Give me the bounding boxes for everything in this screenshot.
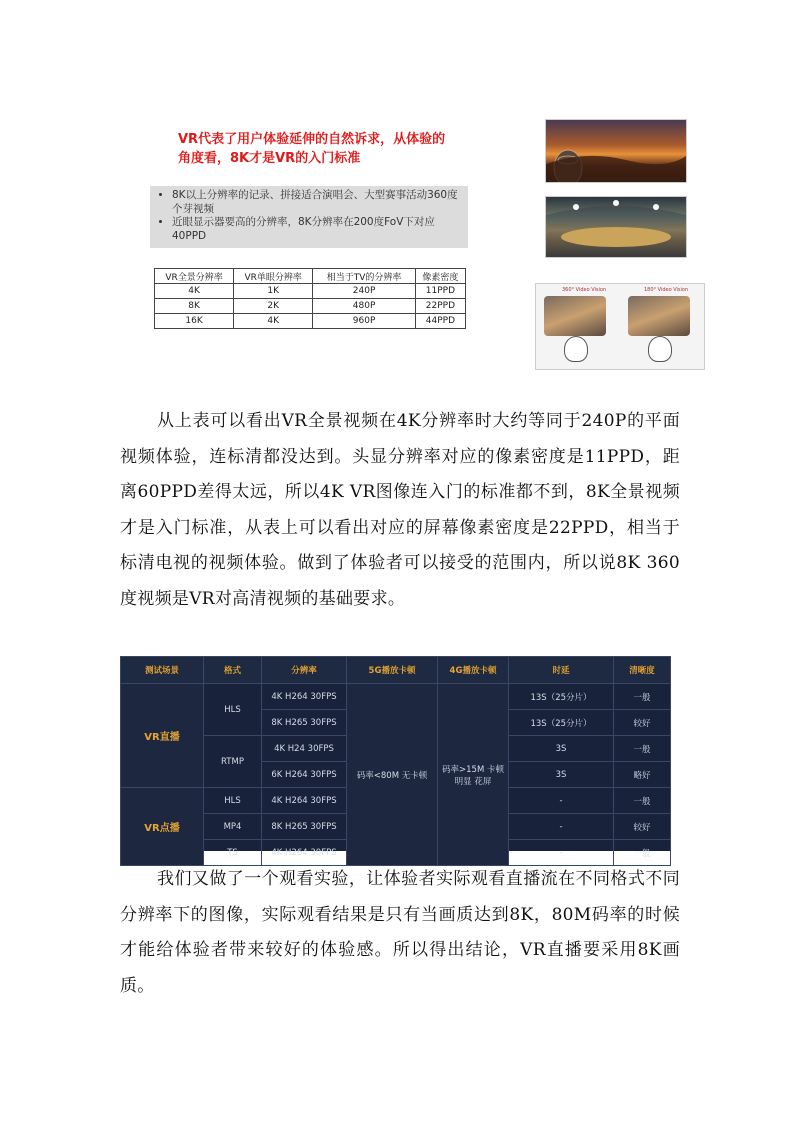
- sunset-360-photo: [545, 119, 687, 183]
- bullet-item: • 近眼显示器要高的分辨率，8K分辨率在200度FoV下对应40PPD: [172, 216, 468, 243]
- viewer-head-icon: [564, 336, 588, 362]
- clarity-cell: 一般: [614, 736, 671, 762]
- table-cell: 22PPD: [415, 299, 465, 314]
- format-cell: TS: [204, 840, 262, 866]
- test-results-table: [120, 656, 671, 859]
- vr-screen-360: [544, 296, 606, 336]
- table-row: [155, 299, 466, 314]
- paragraph-text: 我们又做了一个观看实验，让体验者实际观看直播流在不同格式不同分辨率下的图像，实际观看结果是只有当画质达到8K，80M码率的时候才能给体验者带来较好的体验感。所以得出结论，VR直播要采用8K画质。: [120, 869, 680, 996]
- resolution-cell: 4K H264 30FPS: [262, 788, 347, 814]
- header-cell: VR全景分辨率: [155, 269, 234, 284]
- photo-caption: 180° Video Vision: [644, 287, 689, 293]
- clarity-cell: 较好: [614, 814, 671, 840]
- scene-cell: VR点播: [121, 788, 204, 866]
- latency-cell: 13S（25分片）: [509, 710, 614, 736]
- clarity-cell: 略好: [614, 762, 671, 788]
- vr-vision-comparison-photo: [535, 283, 705, 370]
- resolution-cell: 8K H265 30FPS: [262, 814, 347, 840]
- table-header-row: [155, 269, 466, 284]
- table-cell: 1K: [234, 284, 313, 299]
- test-table: [120, 656, 671, 866]
- resolution-cell: 4K H24 30FPS: [262, 736, 347, 762]
- bullet-item: • 8K以上分辨率的记录、拼接适合演唱会、大型赛事活动360度个芽视频: [172, 189, 468, 216]
- table-cell: 960P: [313, 314, 416, 329]
- format-cell: MP4: [204, 814, 262, 840]
- slide-bullets: [150, 186, 468, 248]
- resolution-cell: 8K H265 30FPS: [262, 710, 347, 736]
- latency-cell: 13S（25分片）: [509, 684, 614, 710]
- format-cell: HLS: [204, 684, 262, 736]
- table-cell: 4K: [155, 284, 234, 299]
- header-cell: 像素密度: [415, 269, 465, 284]
- clarity-cell: 一般: [614, 840, 671, 866]
- viewer-head-icon: [648, 336, 672, 362]
- five-g-cell: 码率<80M 无卡顿: [347, 684, 438, 866]
- header-cell: 时延: [509, 657, 614, 684]
- body-paragraph-2: [120, 862, 680, 1004]
- header-cell: 分辨率: [262, 657, 347, 684]
- latency-cell: 3S: [509, 762, 614, 788]
- clarity-cell: 一般: [614, 684, 671, 710]
- table-cell: 8K: [155, 299, 234, 314]
- format-cell: RTMP: [204, 736, 262, 788]
- header-cell: 5G播放卡顿: [347, 657, 438, 684]
- header-cell: 格式: [204, 657, 262, 684]
- table-cell: 16K: [155, 314, 234, 329]
- resolution-cell: 4K H264 30FPS: [262, 840, 347, 866]
- table-row: [155, 284, 466, 299]
- body-paragraph-1: [120, 404, 680, 617]
- table-row: [121, 684, 671, 710]
- stadium-panorama-photo: [545, 196, 687, 258]
- latency-cell: 3S: [509, 736, 614, 762]
- resolution-cell: 6K H264 30FPS: [262, 762, 347, 788]
- table-cell: 2K: [234, 299, 313, 314]
- format-cell: HLS: [204, 788, 262, 814]
- paragraph-text: 从上表可以看出VR全景视频在4K分辨率时大约等同于240P的平面视频体验，连标清都没达到。头显分辨率对应的像素密度是11PPD，距离60PPD差得太远，所以4K VR图像连入门的标准都不到，8K全景视频才是入门标准，从表上可以看出对应的屏幕像素密度是22PPD，相当于标清电视的视频体验。做到了体验者可以接受的范围内，所以说8K 360度视频是VR对高清视频的基础要求。: [120, 411, 680, 609]
- slide-title: VR代表了用户体验延伸的自然诉求，从体验的角度看，8K才是VR的入门标准: [178, 132, 446, 166]
- latency-cell: -: [509, 814, 614, 840]
- resolution-table: [154, 268, 466, 329]
- vr-screen-180: [628, 296, 690, 336]
- table-cell: 4K: [234, 314, 313, 329]
- table-cell: 240P: [313, 284, 416, 299]
- latency-cell: -: [509, 840, 614, 866]
- table-row: [155, 314, 466, 329]
- table-cell: 11PPD: [415, 284, 465, 299]
- latency-cell: -: [509, 788, 614, 814]
- header-cell: 测试场景: [121, 657, 204, 684]
- header-cell: VR单眼分辨率: [234, 269, 313, 284]
- table-cell: 44PPD: [415, 314, 465, 329]
- table-header-row: [121, 657, 671, 684]
- photo-caption: 360° Video Vision: [562, 287, 607, 293]
- clarity-cell: 一般: [614, 788, 671, 814]
- resolution-cell: 4K H264 30FPS: [262, 684, 347, 710]
- table-cell: 480P: [313, 299, 416, 314]
- stadium-icon: [546, 197, 686, 257]
- scene-cell: VR直播: [121, 684, 204, 788]
- sphere-camera-icon: [546, 120, 686, 182]
- four-g-cell: 码率>15M 卡顿明显 花屏: [438, 684, 509, 866]
- clarity-cell: 较好: [614, 710, 671, 736]
- header-cell: 4G播放卡顿: [438, 657, 509, 684]
- header-cell: 清晰度: [614, 657, 671, 684]
- header-cell: 相当于TV的分辨率: [313, 269, 416, 284]
